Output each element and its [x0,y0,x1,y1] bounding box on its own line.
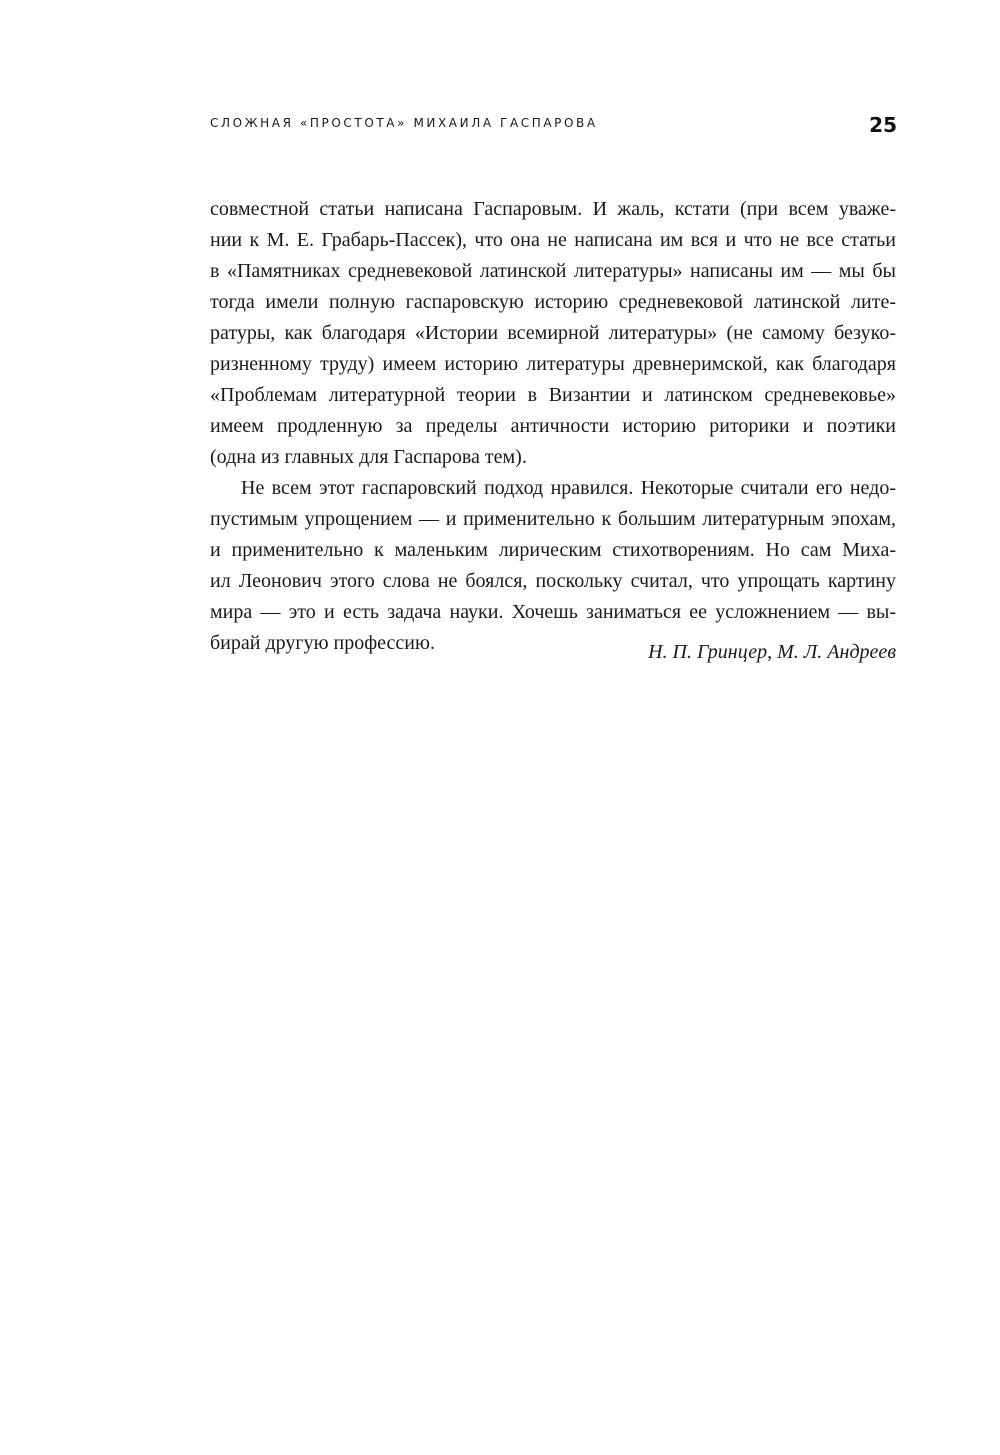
text-line: ратуры, как благодаря «Истории всемирной литературы» (не самому безуко- [210,322,896,344]
text-line: ризненному труду) имеем историю литературы древнеримской, как благодаря [210,353,896,375]
text-line: нии к М. Е. Грабарь-Пассек), что она не написана им вся и что не все статьи [210,229,896,251]
text-line: ил Леонович этого слова не боялся, поскольку считал, что упрощать картину [210,570,896,592]
text-line: мира — это и есть задача науки. Хочешь заниматься ее усложнением — вы- [210,601,896,623]
text-line: тогда имели полную гаспаровскую историю средневековой латинской лите- [210,291,896,313]
text-line: (одна из главных для Гаспарова тем). [210,446,527,468]
paragraph-1 [210,194,896,473]
text-line: совместной статьи написана Гаспаровым. И жаль, кстати (при всем уваже- [210,198,896,220]
text-line: и применительно к маленьким лирическим стихотворениям. Но сам Миха- [210,539,896,561]
signature: Н. П. Гринцер, М. Л. Андреев [648,641,896,663]
paragraph-2 [210,473,896,659]
body-text [210,194,896,659]
text-line: Не всем этот гаспаровский подход нравился. Некоторые считали его недо- [241,477,896,499]
text-line: имеем продленную за пределы античности историю риторики и поэтики [210,415,896,437]
text-line: «Проблемам литературной теории в Византии и латинском средневековье» [210,384,896,406]
text-line: бирай другую профессию. [210,632,435,654]
running-head: СЛОЖНАЯ «ПРОСТОТА» МИХАИЛА ГАСПАРОВА [210,116,598,130]
text-line: пустимым упрощением — и применительно к большим литературным эпохам, [210,508,896,530]
page-number: 25 [869,113,897,137]
text-line: в «Памятниках средневековой латинской литературы» написаны им — мы бы [210,260,896,282]
